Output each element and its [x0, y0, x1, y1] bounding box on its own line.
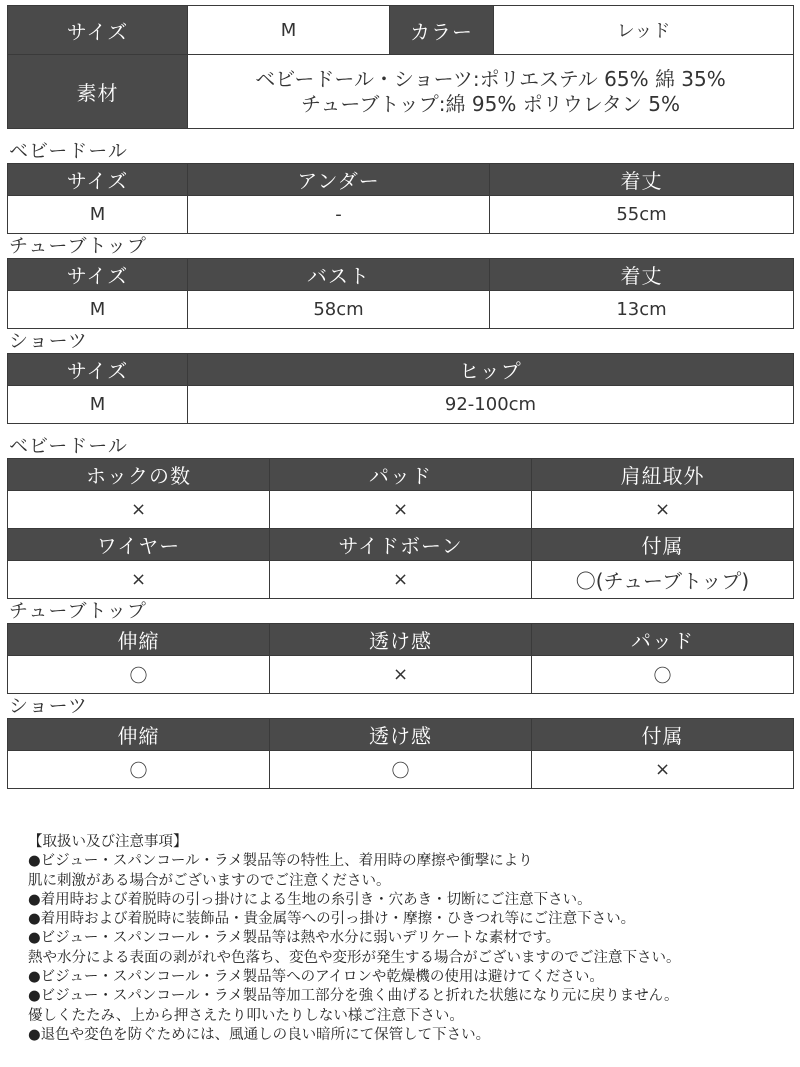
header-length: 着丈	[490, 164, 794, 196]
color-value: レッド	[494, 6, 794, 55]
care-note-line: 肌に刺激がある場合がございますのでご注意ください。	[28, 872, 391, 889]
section-title-tube-size: チューブトップ	[9, 235, 147, 257]
value-removable-strap: ×	[532, 491, 794, 529]
section-title-shorts-size: ショーツ	[9, 330, 88, 352]
care-note-line: ●ビジュー・スパンコール・ラメ製品等へのアイロンや乾燥機の使用は避けてください。	[28, 969, 604, 986]
section-title-babydoll-size: ベビードール	[9, 140, 128, 162]
value-sheerness: 〇	[270, 751, 532, 789]
value-stretch: 〇	[8, 751, 270, 789]
value-wire: ×	[8, 561, 270, 599]
header-pad: パッド	[532, 624, 794, 656]
header-sheerness: 透け感	[270, 719, 532, 751]
material-line-2: チューブトップ:綿 95% ポリウレタン 5%	[301, 91, 680, 116]
header-wire: ワイヤー	[8, 529, 270, 561]
header-under: アンダー	[188, 164, 490, 196]
size-label: サイズ	[8, 6, 188, 55]
header-accessory: 付属	[532, 719, 794, 751]
value-accessory: ×	[532, 751, 794, 789]
color-label: カラー	[390, 6, 494, 55]
material-value	[188, 55, 794, 129]
material-label: 素材	[8, 55, 188, 129]
section-title-babydoll-features: ベビードール	[9, 435, 128, 457]
header-stretch: 伸縮	[8, 719, 270, 751]
section-title-tube-features: チューブトップ	[9, 600, 147, 622]
value-size: M	[8, 291, 188, 329]
value-hook-count: ×	[8, 491, 270, 529]
value-size: M	[8, 196, 188, 234]
header-size: サイズ	[8, 259, 188, 291]
value-stretch: 〇	[8, 656, 270, 694]
shorts-size-table	[7, 353, 794, 424]
care-notes-heading: 【取扱い及び注意事項】	[28, 834, 188, 850]
material-line-1: ベビードール・ショーツ:ポリエステル 65% 綿 35%	[255, 66, 726, 91]
care-note-line: ●着用時および着脱時に装飾品・貴金属等への引っ掛け・摩擦・ひきつれ等にご注意下さい。	[28, 911, 636, 928]
header-hook-count: ホックの数	[8, 459, 270, 491]
header-accessory: 付属	[532, 529, 794, 561]
shorts-feature-table	[7, 718, 794, 789]
care-note-line: ●退色や変色を防ぐためには、風通しの良い暗所にて保管して下さい。	[28, 1026, 491, 1043]
header-hip: ヒップ	[188, 354, 794, 386]
header-removable-strap: 肩紐取外	[532, 459, 794, 491]
value-pad: 〇	[532, 656, 794, 694]
babydoll-feature-table	[7, 458, 794, 599]
header-size: サイズ	[8, 164, 188, 196]
tube-size-table	[7, 258, 794, 329]
value-accessory: 〇(チューブトップ)	[532, 561, 794, 599]
product-spec-sheet	[7, 5, 793, 789]
care-note-line: 優しくたたみ、上から押さえたり叩いたりしない様ご注意下さい。	[28, 1007, 464, 1024]
value-bust: 58cm	[188, 291, 490, 329]
section-title-shorts-features: ショーツ	[9, 695, 88, 717]
header-side-bone: サイドボーン	[270, 529, 532, 561]
value-length: 55cm	[490, 196, 794, 234]
care-note-line: ●ビジュー・スパンコール・ラメ製品等の特性上、着用時の摩擦や衝撃により	[28, 853, 533, 870]
header-pad: パッド	[270, 459, 532, 491]
babydoll-size-table	[7, 163, 794, 234]
header-bust: バスト	[188, 259, 490, 291]
care-note-line: ●ビジュー・スパンコール・ラメ製品等は熱や水分に弱いデリケートな素材です。	[28, 930, 561, 947]
care-note-line: 熱や水分による表面の剥がれや色落ち、変色や変形が発生する場合がございますのでご注意下さい。	[28, 949, 681, 966]
tube-feature-table	[7, 623, 794, 694]
size-value: M	[188, 6, 390, 55]
value-length: 13cm	[490, 291, 794, 329]
care-note-line: ●ビジュー・スパンコール・ラメ製品等加工部分を強く曲げると折れた状態になり元に戻りません。	[28, 988, 679, 1005]
care-note-line: ●着用時および着脱時の引っ掛けによる生地の糸引き・穴あき・切断にご注意下さい。	[28, 891, 592, 908]
value-sheerness: ×	[270, 656, 532, 694]
value-under: -	[188, 196, 490, 234]
value-size: M	[8, 386, 188, 424]
header-sheerness: 透け感	[270, 624, 532, 656]
header-size: サイズ	[8, 354, 188, 386]
value-hip: 92-100cm	[188, 386, 794, 424]
spec-table	[7, 5, 794, 129]
header-length: 着丈	[490, 259, 794, 291]
value-pad: ×	[270, 491, 532, 529]
header-stretch: 伸縮	[8, 624, 270, 656]
value-side-bone: ×	[270, 561, 532, 599]
care-notes	[28, 833, 788, 1045]
